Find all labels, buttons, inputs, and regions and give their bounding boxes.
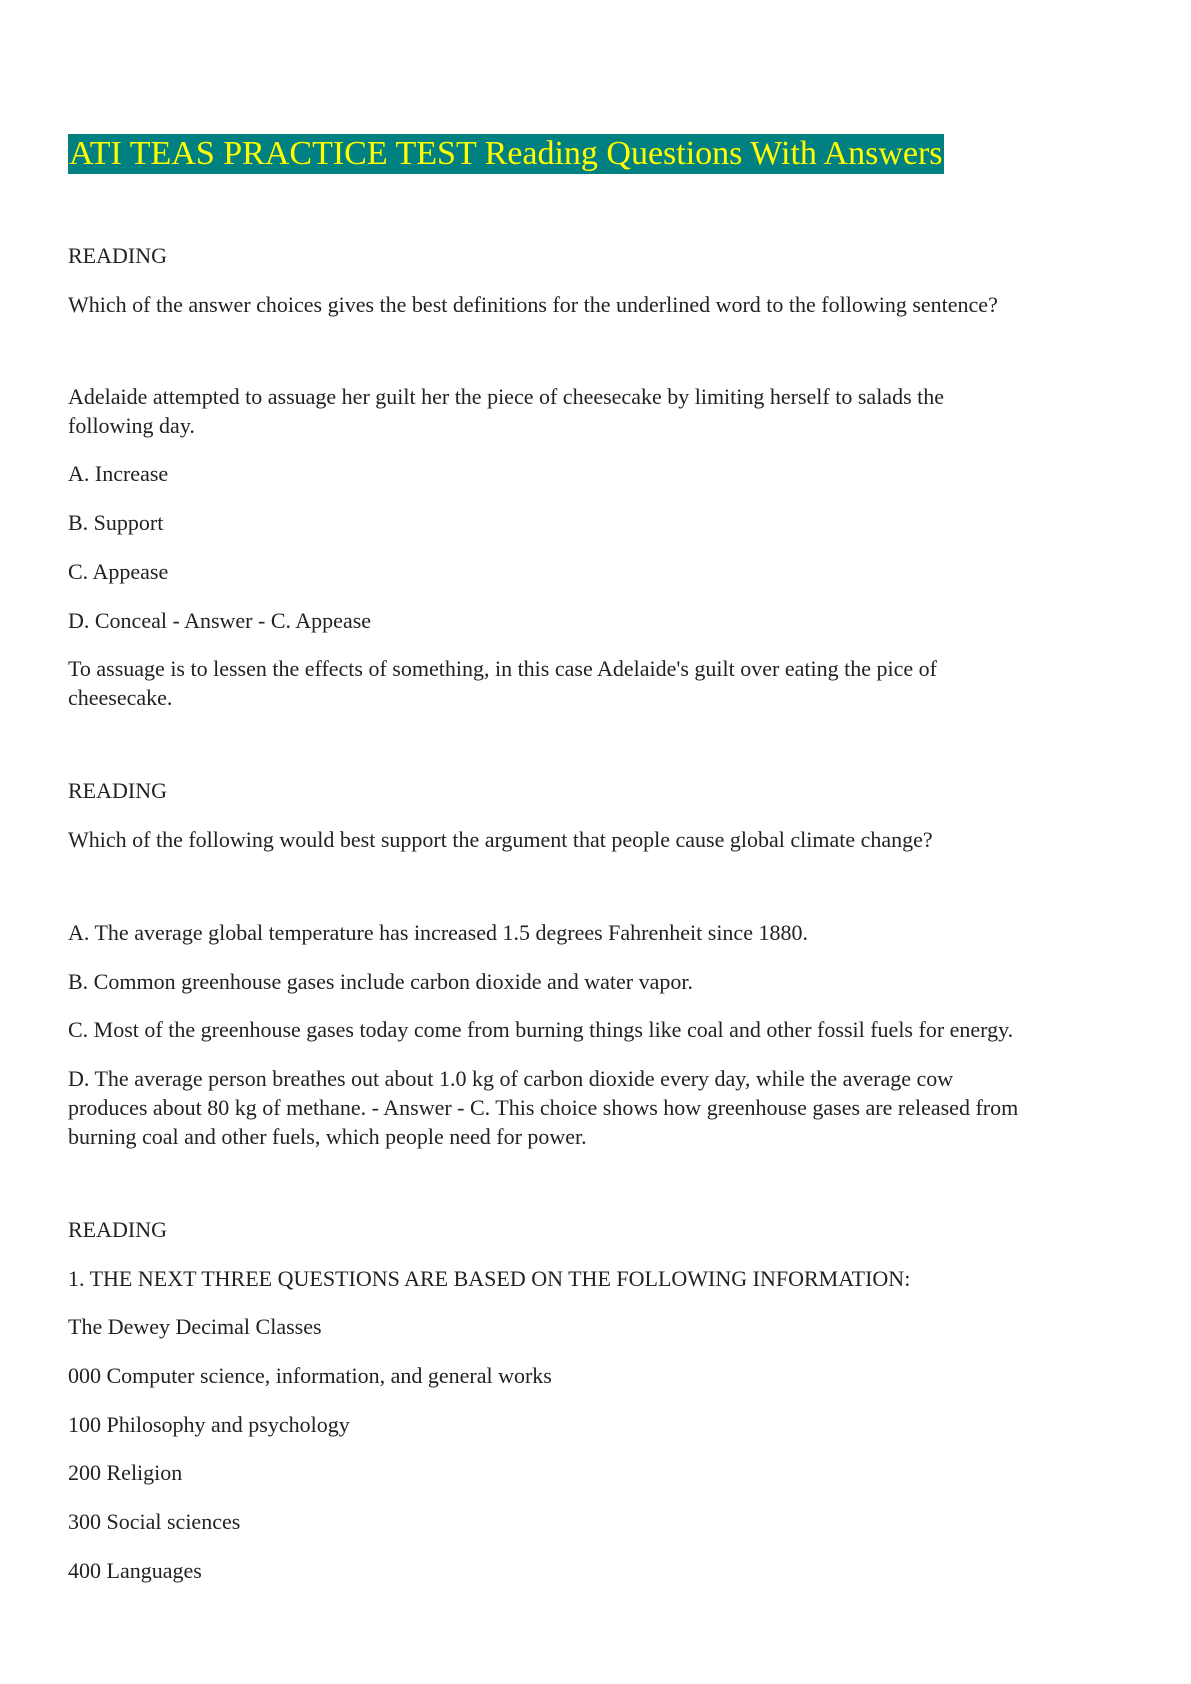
section-heading: READING bbox=[68, 778, 167, 803]
section-heading: READING bbox=[68, 1217, 167, 1242]
answer-explanation-cont: cheesecake. bbox=[68, 685, 173, 710]
answer-choice-with-answer: D. The average person breathes out about 1.0 kg of carbon dioxide every day, while the average cow bbox=[68, 1066, 954, 1091]
answer-choice-with-answer: D. Conceal - Answer - C. Appease bbox=[68, 608, 372, 633]
answer-choice: A. The average global temperature has increased 1.5 degrees Fahrenheit since 1880. bbox=[68, 920, 808, 945]
dewey-class: 400 Languages bbox=[68, 1558, 202, 1583]
question-prompt: Which of the answer choices gives the best definitions for the underlined word to the following sentence? bbox=[68, 292, 998, 317]
question-sentence: Adelaide attempted to assuage her guilt her the piece of cheesecake by limiting herself to salads the bbox=[68, 384, 945, 409]
dewey-heading: The Dewey Decimal Classes bbox=[68, 1314, 322, 1339]
answer-choice: C. Appease bbox=[68, 559, 169, 584]
dewey-class: 000 Computer science, information, and general works bbox=[68, 1363, 552, 1388]
answer-choice: B. Support bbox=[68, 510, 164, 535]
question-prompt: Which of the following would best support the argument that people cause global climate change? bbox=[68, 827, 933, 852]
dewey-class: 200 Religion bbox=[68, 1460, 183, 1485]
answer-explanation: To assuage is to lessen the effects of something, in this case Adelaide's guilt over eating the pice of bbox=[68, 656, 937, 681]
question-sentence-cont: following day. bbox=[68, 413, 195, 438]
answer-choice-with-answer-cont: burning coal and other fuels, which people need for power. bbox=[68, 1124, 587, 1149]
question-intro: 1. THE NEXT THREE QUESTIONS ARE BASED ON THE FOLLOWING INFORMATION: bbox=[68, 1266, 911, 1291]
dewey-class: 100 Philosophy and psychology bbox=[68, 1412, 350, 1437]
answer-choice: B. Common greenhouse gases include carbon dioxide and water vapor. bbox=[68, 969, 694, 994]
answer-choice: C. Most of the greenhouse gases today come from burning things like coal and other fossil fuels for energy. bbox=[68, 1017, 1014, 1042]
section-heading: READING bbox=[68, 243, 167, 268]
answer-choice: A. Increase bbox=[68, 461, 169, 486]
dewey-class: 300 Social sciences bbox=[68, 1509, 241, 1534]
document-title: ATI TEAS PRACTICE TEST Reading Questions With Answers bbox=[69, 135, 943, 172]
answer-choice-with-answer-cont: produces about 80 kg of methane. - Answer - C. This choice shows how greenhouse gases are released from bbox=[68, 1095, 1019, 1120]
